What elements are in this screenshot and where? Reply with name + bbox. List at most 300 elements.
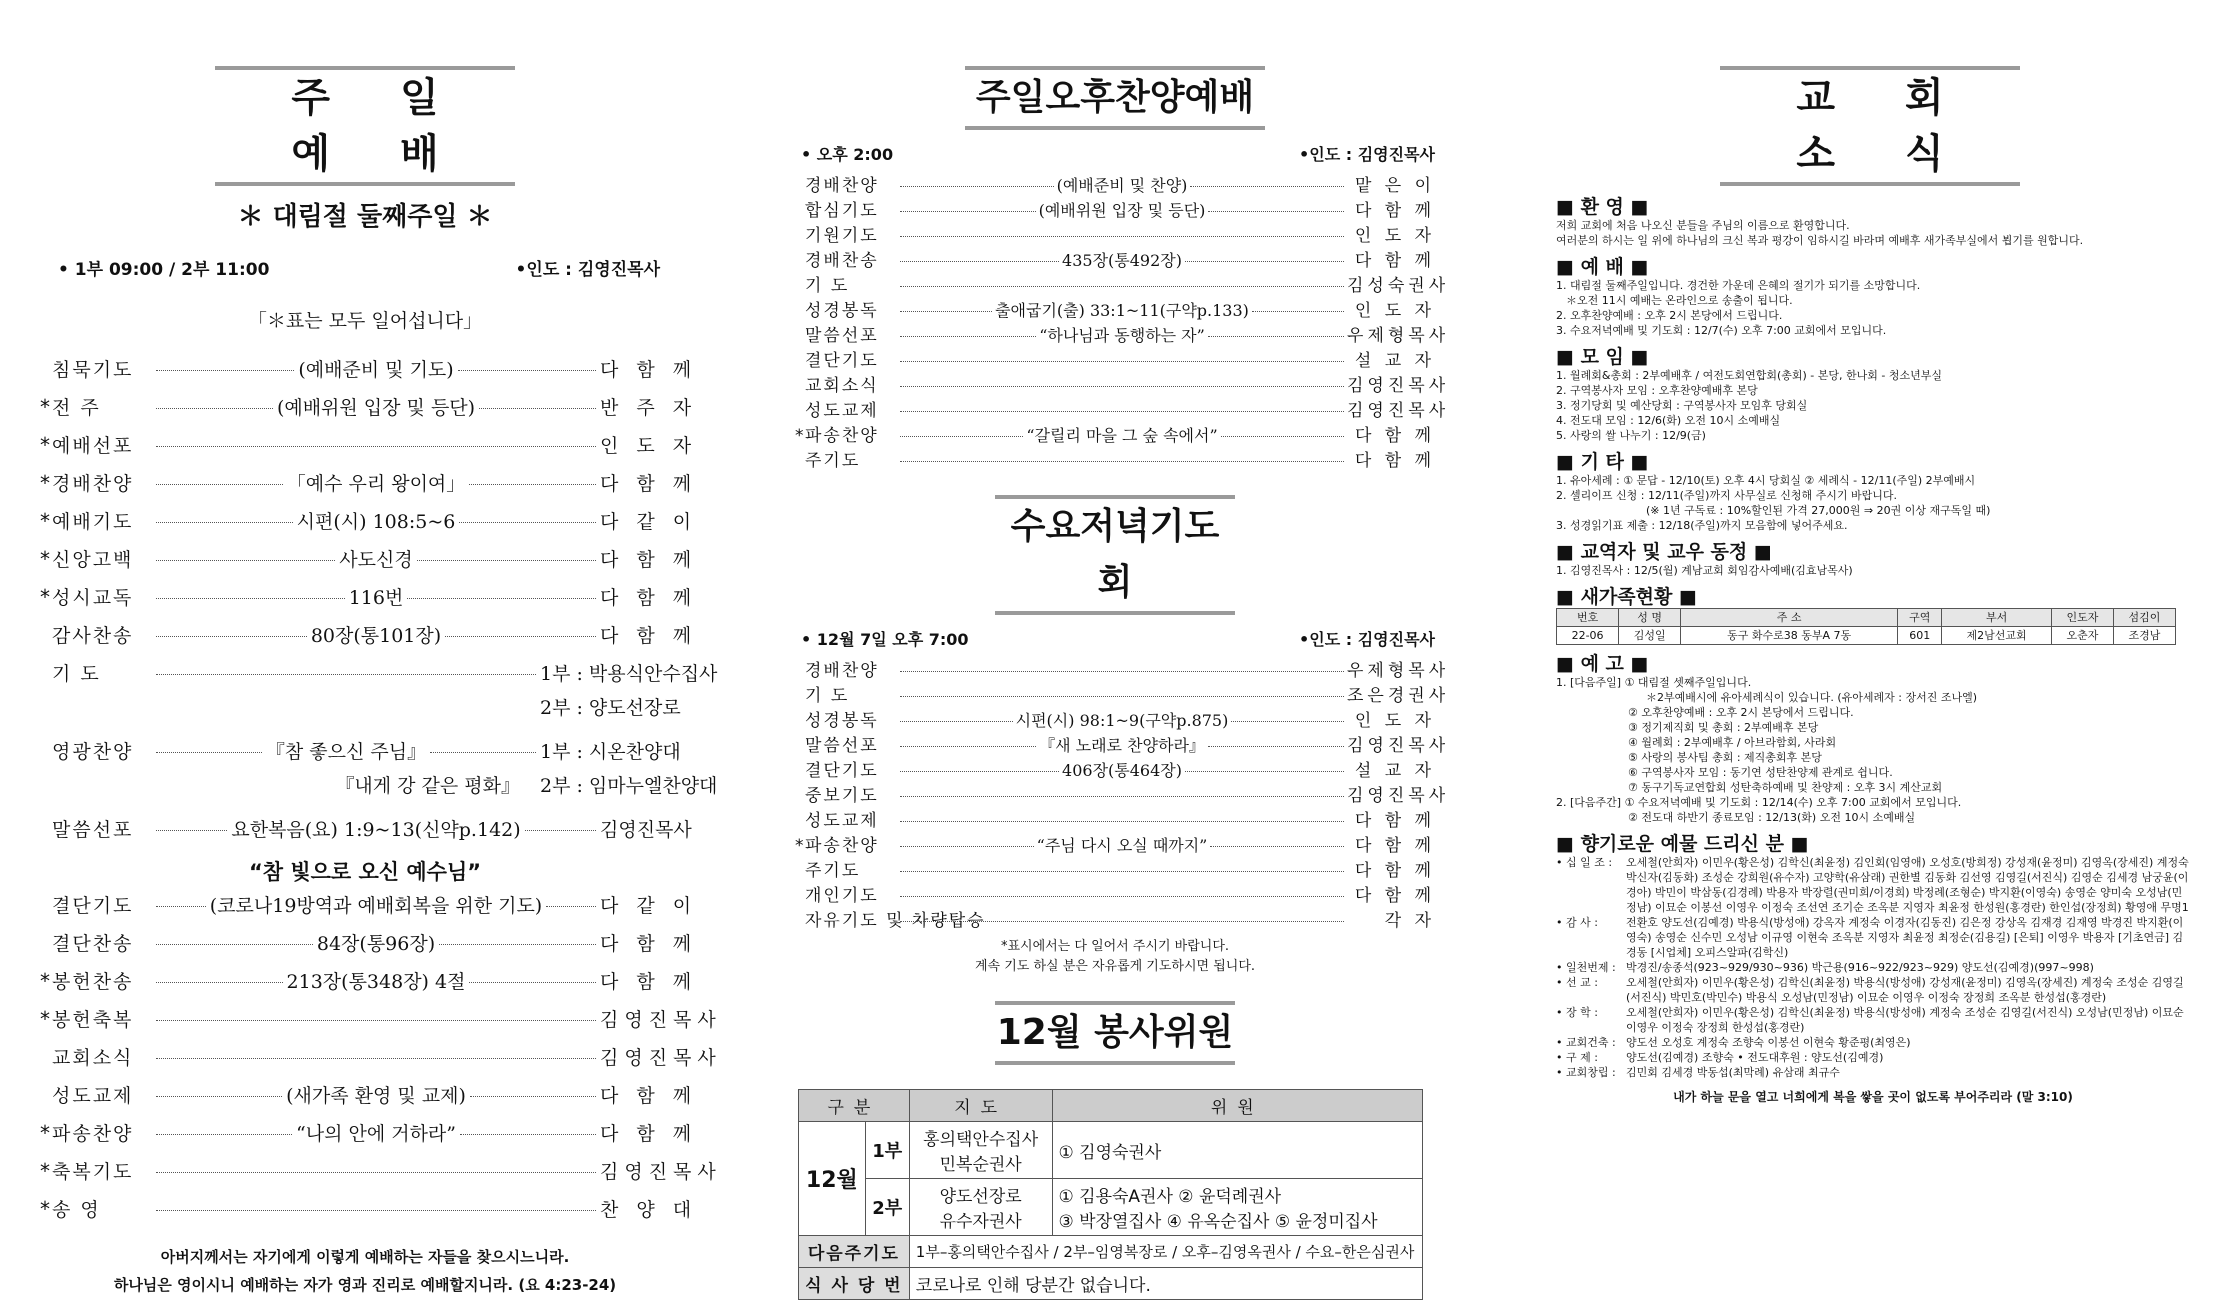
afternoon-time: • 오후 2:00 [801, 145, 894, 164]
service-meta [58, 255, 660, 280]
order-item-person: 김영진목사 [1347, 376, 1450, 396]
afternoon-worship-title: 주일오후찬양예배 [975, 77, 1255, 118]
advent-subtitle: ＊ 대림절 둘째주일 ＊ [237, 202, 493, 232]
order-item-name: 성도교제 [805, 811, 879, 831]
month-cell: 12월 [799, 1122, 866, 1236]
dot-leader [156, 370, 294, 371]
dot-leader [479, 408, 596, 409]
order-item-person: 다 함 께 [1354, 861, 1435, 881]
order-item-name: 주기도 [805, 451, 861, 471]
volunteers-table [798, 1089, 1423, 1300]
order-item-person: 다 같 이 [600, 511, 698, 533]
order-row [795, 706, 1435, 731]
dot-leader [900, 461, 1344, 462]
order-row [795, 221, 1435, 246]
order-row [795, 396, 1450, 421]
order-row [40, 1157, 722, 1195]
dot-leader [546, 906, 596, 907]
order-item-name: 신앙고백 [52, 549, 134, 571]
order-item-person: 김영진목사 [1347, 786, 1450, 806]
dot-leader [469, 484, 596, 485]
order-item-person: 다 함 께 [600, 625, 698, 647]
dot-leader [900, 261, 1059, 262]
order-item-name: 자유기도 및 차량탑승 [805, 911, 986, 931]
order-item-name: 송 영 [52, 1199, 101, 1221]
news-line: 여러분의 하시는 일 위에 하나님의 크신 복과 평강이 임하시길 바라며 예배후 새가족부실에서 뵙기를 원합니다. [1556, 234, 2084, 247]
dot-leader [156, 522, 293, 523]
table-row [799, 1179, 1423, 1236]
order-row [795, 296, 1435, 321]
order-item-name: 결단찬송 [52, 933, 134, 955]
wednesday-prayer-title: 수요저녁기도회 [1010, 506, 1220, 603]
order-item-person: 다 같 이 [600, 895, 698, 917]
order-item-detail: 『새 노래로 찬양하라』 [1039, 736, 1205, 755]
dot-leader [1190, 186, 1344, 187]
order-item-detail: 「예수 우리 왕이여」 [286, 473, 466, 495]
dot-leader [469, 982, 596, 983]
wednesday-time: • 12월 7일 오후 7:00 [801, 630, 969, 649]
news-line: ＊2부예배시에 유아세례식이 있습니다. (유아세례자 : 장서진 조나엘) [1646, 691, 1978, 704]
order-item-name: 예배선포 [52, 435, 134, 457]
sermon-title: “참 빛으로 오신 예수님” [248, 860, 482, 884]
dot-leader [417, 560, 596, 561]
header-leader: 지도 [909, 1090, 1052, 1122]
order-item-detail: (예배위원 입장 및 등단) [276, 397, 476, 419]
prayer-row [40, 659, 718, 693]
dot-leader [525, 830, 596, 831]
order-item-name: 기 도 [805, 686, 850, 706]
order-item-name: 말씀선포 [805, 326, 879, 346]
order-row [40, 545, 698, 583]
dot-leader [458, 370, 596, 371]
note-line-1: *표시에서는 다 일어서 주시기 바랍니다. [1000, 939, 1230, 954]
order-item-person: 다 함 께 [1354, 886, 1435, 906]
offering-item [1556, 1005, 2190, 1035]
new-family-heading: ■ 새가족현황 ■ [1556, 586, 1697, 608]
news-line: 1. 대림절 둘째주일입니다. 경건한 가운데 은혜의 절기가 되기를 소망합니다. [1556, 279, 1921, 292]
offering-item [1556, 975, 2190, 1005]
order-item-detail: 80장(통101장) [310, 625, 442, 647]
order-row [795, 906, 1435, 931]
order-item-detail: (새가족 환영 및 교제) [286, 1085, 466, 1107]
order-row [795, 196, 1435, 221]
sunday-worship-banner [215, 66, 515, 186]
order-row [40, 1043, 722, 1081]
news-body [1550, 196, 2190, 1105]
service-time: • 1부 09:00 / 2부 11:00 [58, 260, 270, 280]
news-line: (※ 1년 구독료 : 10%할인된 가격 27,000원 ⇒ 20권 이상 재구독일 때) [1646, 504, 1991, 517]
order-row [40, 891, 698, 929]
dot-leader [900, 236, 1344, 237]
news-line: 3. 수요저녁예배 및 기도회 : 12/7(수) 오후 7:00 교회에서 모입니다. [1556, 324, 1887, 337]
order-item-name: 개인기도 [805, 886, 879, 906]
order-item-person: 김영진목사 [1347, 401, 1450, 421]
dot-leader [439, 944, 596, 945]
dot-leader [900, 896, 1344, 897]
service-leader: •인도 : 김영진목사 [515, 260, 660, 280]
offering-item [1556, 960, 2190, 975]
banner-bottom-rule [215, 182, 515, 186]
dot-leader [156, 1096, 282, 1097]
order-item-name: 전 주 [52, 397, 101, 419]
offering-names: 양도선 오성호 계정숙 조향숙 이봉선 이현숙 황준평(최영은) [1626, 1036, 1911, 1049]
leader-cell: 홍의택안수집사 민복순권사 [909, 1122, 1052, 1179]
order-item-detail: “하나님과 동행하는 자” [1039, 326, 1205, 345]
order-row [795, 171, 1435, 196]
order-item-person: 김성숙권사 [1347, 276, 1450, 296]
dot-leader [1210, 846, 1344, 847]
dot-leader [1208, 336, 1344, 337]
church-news-banner [1720, 66, 2020, 186]
order-of-service-2 [40, 891, 722, 1233]
news-line: ② 전도대 하반기 종료모임 : 12/13(화) 오전 10시 소예배실 [1628, 811, 1916, 824]
members-cell: ① 김용숙A권사 ② 윤덕례권사 ③ 박장열집사 ④ 유옥순집사 ⑤ 윤정미집사 [1052, 1179, 1422, 1236]
order-row [795, 756, 1435, 781]
part-cell: 1부 [865, 1122, 909, 1179]
offering-category: • 일천번제 : [1556, 961, 1616, 974]
dot-leader [156, 752, 262, 753]
order-item-name: 경배찬양 [805, 176, 879, 196]
dot-leader [156, 446, 596, 447]
stand-marker: * [795, 836, 804, 856]
order-row [40, 1195, 698, 1233]
order-row [40, 1005, 722, 1043]
wednesday-order [795, 656, 1450, 931]
order-item-name: 경배찬송 [805, 251, 879, 271]
dot-leader [156, 1020, 596, 1021]
order-of-service [40, 355, 698, 659]
order-row [40, 621, 698, 659]
order-item-person: 설 교 자 [1354, 351, 1435, 371]
glory-choir-2: 2부 : 임마누엘찬양대 [540, 775, 718, 797]
order-item-name: 결단기도 [805, 351, 879, 371]
order-row [795, 271, 1450, 296]
prayer-part1: 1부 : 박용식안수집사 [540, 663, 718, 685]
dot-leader [900, 771, 1059, 772]
worship-heading: ■ 예 배 ■ [1556, 256, 1649, 278]
news-line: 3. 성경읽기표 제출 : 12/18(주일)까지 모음함에 넣어주세요. [1556, 519, 1848, 532]
dot-leader [1208, 211, 1344, 212]
order-item-person: 다 함 께 [600, 933, 698, 955]
offering-category: • 십 일 조 : [1556, 856, 1613, 869]
order-item-detail: 시편(시) 108:5~6 [296, 511, 456, 533]
order-item-detail: “갈릴리 마을 그 숲 속에서” [1026, 426, 1218, 445]
news-line: 4. 전도대 모임 : 12/6(화) 오전 10시 소예배실 [1556, 414, 1781, 427]
header-division: 구분 [799, 1090, 910, 1122]
offering-category: • 선 교 : [1556, 976, 1598, 989]
dot-leader [900, 746, 1036, 747]
order-item-person: 다 함 께 [600, 587, 698, 609]
order-row [795, 421, 1435, 446]
order-item-person: 김영진목사 [600, 1009, 722, 1031]
order-item-person: 다 함 께 [600, 549, 698, 571]
order-item-name: 기 도 [52, 663, 101, 685]
order-item-person: 찬 양 대 [600, 1199, 698, 1221]
order-item-name: 성경봉독 [805, 711, 879, 731]
dot-leader [1221, 436, 1344, 437]
stand-marker: * [40, 471, 50, 495]
order-item-detail: 사도신경 [339, 549, 413, 571]
closing-verse: 내가 하늘 문을 열고 너희에게 복을 쌓을 곳이 없도록 부어주리라 (말 3:10) [1673, 1090, 2073, 1104]
wednesday-leader: •인도 : 김영진목사 [1299, 630, 1435, 649]
news-line: ② 오후찬양예배 : 오후 2시 본당에서 드립니다. [1628, 706, 1854, 719]
stand-marker: * [40, 509, 50, 533]
next-week-prayer-value: 1부–홍의택안수집사 / 2부–임영복장로 / 오후–김영옥권사 / 수요–한은심권사 [909, 1236, 1422, 1268]
order-item-person: 우제형목사 [1347, 326, 1450, 346]
order-item-person: 인 도 자 [1354, 711, 1435, 731]
stand-marker: * [40, 585, 50, 609]
order-row [795, 781, 1450, 806]
news-line: ③ 정기제직회 및 총회 : 2부예배후 본당 [1628, 721, 1819, 734]
notice-heading: ■ 예 고 ■ [1556, 653, 1649, 675]
order-item-person: 김영진목사 [1347, 736, 1450, 756]
order-item-name: 중보기도 [805, 786, 879, 806]
wednesday-prayer-banner [995, 495, 1235, 615]
offering-category: • 장 학 : [1556, 1006, 1598, 1019]
news-line: 1. [다음주일] ① 대림절 셋째주일입니다. [1556, 676, 1752, 689]
meal-duty-value: 코로나로 인해 당분간 없습니다. [909, 1268, 1422, 1300]
order-item-detail: (코로나19방역과 예배회복을 위한 기도) [209, 895, 543, 917]
order-item-detail: “나의 안에 거하라” [296, 1123, 456, 1145]
dot-leader [900, 411, 1344, 412]
dot-leader [156, 636, 307, 637]
glory-song-1: 『참 좋으신 주님』 [265, 741, 427, 763]
offering-category: • 교회창립 : [1556, 1066, 1616, 1079]
order-item-name: 봉헌축복 [52, 1009, 134, 1031]
order-row [40, 583, 698, 621]
dot-leader [900, 336, 1036, 337]
dot-leader [900, 871, 1344, 872]
order-item-name: 기 도 [805, 276, 850, 296]
order-row [795, 346, 1435, 371]
order-item-name: 성도교제 [52, 1085, 134, 1107]
meeting-heading: ■ 모 임 ■ [1556, 346, 1649, 368]
stand-marker: * [40, 1121, 50, 1145]
offering-names: 오세철(안희자) 이민우(황은성) 김학신(최윤정) 박용식(방성애) 강성재(윤정미) 김영옥(장세진) 계정숙 조성순 김영길(서진식) 박민호(박민수) 박용식 오성남(민정남) 이묘순 이영우 이정숙 장정희 조옥분 한성섭(홍경란) [1626, 976, 2184, 1004]
order-row [795, 881, 1435, 906]
leader-cell: 양도선장로 유수자권사 [909, 1179, 1052, 1236]
news-line: 1. 유아세례 : ① 문답 - 12/10(토) 오후 4시 당회실 ② 세례식 - 12/11(주일) 2부예배시 [1556, 474, 1976, 487]
order-item-person: 다 함 께 [1354, 251, 1435, 271]
order-item-name: 파송찬양 [805, 836, 879, 856]
stand-marker: * [795, 426, 804, 446]
verse-line-2: 하나님은 영이시니 예배하는 자가 영과 진리로 예배할지니라. (요 4:23-24) [113, 1276, 617, 1294]
afternoon-worship-column [795, 0, 1450, 1296]
members-cell: ① 김영숙권사 [1052, 1122, 1422, 1179]
dot-leader [156, 1058, 596, 1059]
news-line: 2. [다음주간] ① 수요저녁예배 및 기도회 : 12/14(수) 오후 7:00 교회에서 모입니다. [1556, 796, 1962, 809]
dot-leader [900, 821, 1344, 822]
order-row [795, 371, 1450, 396]
order-row [40, 393, 698, 431]
table-row: 22-06 김성일 동구 화수로38 동부A 7동 601 제2남선교회 오춘자 조경남 [1557, 627, 2176, 645]
stand-marker: * [40, 1159, 50, 1183]
offering-item [1556, 1050, 2190, 1065]
news-line: ⑦ 동구기독교연합회 성탄축하예배 및 찬양제 : 오후 3시 계산교회 [1628, 781, 1943, 794]
order-item-person: 조은경권사 [1347, 686, 1450, 706]
order-row [40, 469, 698, 507]
dot-leader [900, 311, 992, 312]
order-item-detail: 시편(시) 98:1~9(구약p.875) [1015, 711, 1229, 730]
dot-leader [430, 752, 536, 753]
order-row [795, 806, 1435, 831]
order-item-name: 말씀선포 [52, 819, 134, 841]
news-line: 2. 구역봉사자 모임 : 오후찬양예배후 본당 [1556, 384, 1758, 397]
dot-leader [156, 408, 273, 409]
stand-marker: * [40, 969, 50, 993]
table-row [799, 1122, 1423, 1179]
afternoon-order [795, 171, 1450, 471]
order-row [40, 929, 698, 967]
offering-category: • 구 제 : [1556, 1051, 1598, 1064]
offering-category: • 교회건축 : [1556, 1036, 1616, 1049]
order-item-detail: 116번 [348, 587, 404, 609]
prayer-part2: 2부 : 양도선장로 [540, 697, 681, 719]
order-item-person: 다 함 께 [1354, 811, 1435, 831]
prayer-row-2 [40, 693, 690, 737]
order-item-person: 다 함 께 [600, 1085, 698, 1107]
dot-leader [460, 1134, 596, 1135]
news-line: 3. 정기당회 및 예산당회 : 구역봉사자 모임후 당회실 [1556, 399, 1808, 412]
order-item-person: 설 교 자 [1354, 761, 1435, 781]
order-row [795, 681, 1450, 706]
order-row [795, 246, 1435, 271]
stand-marker: * [40, 1197, 50, 1221]
order-item-person: 다 함 께 [600, 359, 698, 381]
dot-leader [900, 921, 1344, 922]
dot-leader [900, 671, 1344, 672]
offerings-heading: ■ 향기로운 예물 드리신 분 ■ [1556, 833, 1809, 855]
order-item-name: 감사찬송 [52, 625, 134, 647]
stand-note: 「＊표는 모두 일어섭니다」 [247, 310, 483, 332]
order-item-person: 다 함 께 [1354, 836, 1436, 856]
dot-leader [900, 436, 1023, 437]
order-item-name: 결단기도 [805, 761, 879, 781]
sermon-scripture: 요한복음(요) 1:9~13(신약p.142) [231, 819, 521, 841]
order-item-person: 맡 은 이 [1354, 176, 1436, 196]
order-item-name: 경배찬양 [805, 661, 879, 681]
dot-leader [156, 484, 283, 485]
order-row [795, 731, 1450, 756]
dot-leader [156, 674, 536, 675]
etc-heading: ■ 기 타 ■ [1556, 451, 1649, 473]
dot-leader [900, 796, 1344, 797]
order-item-detail: 213장(통348장) 4절 [286, 971, 466, 993]
church-news-title: 교 회 소 식 [1796, 75, 1972, 177]
offering-names: 박경진/송종석(923~929/930~936) 박근용(916~922/923~929) 양도선(김예경)(997~998) [1626, 961, 2094, 974]
order-item-person: 다 함 께 [600, 971, 698, 993]
order-item-detail: “주님 다시 오실 때까지” [1036, 836, 1208, 855]
dot-leader [156, 1210, 596, 1211]
verse-line-1: 아버지께서는 자기에게 이렇게 예배하는 자들을 찾으시느니라. [160, 1248, 570, 1266]
offering-item [1556, 915, 2190, 960]
order-row [795, 446, 1435, 471]
dot-leader [156, 1172, 596, 1173]
order-item-detail: 출애굽기(출) 33:1~11(구약p.133) [995, 301, 1249, 320]
order-item-name: 말씀선포 [805, 736, 879, 756]
order-item-name: 축복기도 [52, 1161, 134, 1183]
news-line: 5. 사랑의 쌀 나누기 : 12/9(금) [1556, 429, 1706, 442]
offering-names: 양도선(김예경) 조향숙 • 전도대후원 : 양도선(김예경) [1626, 1051, 1884, 1064]
dot-leader [900, 286, 1344, 287]
next-week-prayer-label: 다음주기도 [799, 1236, 910, 1268]
dot-leader [407, 598, 596, 599]
offering-item [1556, 855, 2190, 915]
dot-leader [1252, 311, 1344, 312]
order-item-person: 인 도 자 [1354, 226, 1435, 246]
order-item-detail: (예배준비 및 기도) [298, 359, 454, 381]
order-item-detail: 435장(통492장) [1062, 251, 1182, 270]
order-item-person: 각 자 [1384, 911, 1435, 931]
afternoon-worship-banner [965, 66, 1265, 130]
order-row [40, 431, 698, 469]
order-item-detail: (예배위원 입장 및 등단) [1038, 201, 1206, 220]
order-item-name: 예배기도 [52, 511, 134, 533]
order-item-name: 봉헌찬송 [52, 971, 134, 993]
order-row [795, 656, 1450, 681]
offering-names: 김민회 김세경 박동섭(최막례) 유삼래 최규수 [1626, 1066, 1840, 1079]
order-row [40, 507, 698, 545]
offering-names: 오세철(안희자) 이민우(황은성) 김학신(최윤정) 김인회(임영애) 오성호(방희정) 강성재(윤정미) 김영옥(장세진) 계정숙 박신자(김동화) 조성순 강희원(유수자) 고양학(유삼래) 권한별 김동화 김선영 김영길(서진식) 김영순 김세경 남궁윤(이경아) 박민이 박삼동(김경례) 박용자 박장렬(권미희/이경희) 박정례(조형순) 박지환(이영숙) 송영순 양미숙 오성남(민정남) 이묘순 이봉선 이영우 이정숙 조선연 조기순 조옥분 지영자 최윤정 한성원(홍경란) 한인섭(장정희) 황영애 무명1 [1626, 856, 2189, 914]
table-header-row [799, 1090, 1423, 1122]
stand-marker: * [40, 433, 50, 457]
news-line: ⑥ 구역봉사자 모임 : 동기연 성탄찬양제 관계로 쉽니다. [1628, 766, 1893, 779]
header-members: 위원 [1052, 1090, 1422, 1122]
dot-leader [900, 186, 1054, 187]
offering-category: • 감 사 : [1556, 916, 1598, 929]
glory-song-2: 『내게 강 같은 평화』 [335, 775, 520, 797]
dot-leader [156, 830, 227, 831]
order-row [40, 355, 698, 393]
glory-choir-1: 1부 : 시온찬양대 [540, 741, 681, 763]
news-line: ⑤ 사랑의 봉사팀 총회 : 제직총회후 본당 [1628, 751, 1822, 764]
order-item-name: 성도교제 [805, 401, 879, 421]
sunday-worship-column [40, 0, 722, 1294]
dot-leader [470, 1096, 596, 1097]
order-item-person: 다 함 께 [1354, 201, 1436, 221]
dot-leader [445, 636, 596, 637]
dot-leader [1208, 746, 1344, 747]
order-item-detail: 406장(통464장) [1062, 761, 1182, 780]
order-item-person: 다 함 께 [1354, 426, 1436, 446]
glory-row-2 [40, 771, 718, 815]
stand-marker: * [40, 547, 50, 571]
dot-leader [156, 598, 345, 599]
order-item-name: 경배찬양 [52, 473, 134, 495]
dot-leader [156, 560, 335, 561]
afternoon-leader: •인도 : 김영진목사 [1299, 145, 1435, 164]
order-item-name: 합심기도 [805, 201, 879, 221]
welcome-heading: ■ 환 영 ■ [1556, 196, 1649, 218]
order-row [40, 1119, 698, 1157]
december-volunteers-title: 12월 봉사위원 [996, 1012, 1234, 1053]
order-item-detail: 84장(통96장) [316, 933, 436, 955]
offering-names: 전환호 양도선(김예경) 박용식(방성애) 강옥자 계정숙 이경자(김동진) 김은정 강상옥 김재경 김재영 박경진 박지환(이영숙) 송영순 신수민 오성남 이규영 이현숙 조옥분 지영자 최윤정 최정순(김용길) [은퇴] 이영우 박용자 [기초연금] 김경동 [시업체] 오피스알파(김학신) [1626, 916, 2184, 959]
offering-names: 오세철(안희자) 이민우(황은성) 김학신(최윤정) 박용식(방성애) 계정숙 조성순 김영길(서진식) 오성남(민정남) 이묘순 이영우 이정숙 장정희 한성섭(홍경란) [1626, 1006, 2184, 1034]
table-header-row: 번호 성 명 주 소 구역 부서 인도자 섬김이 [1557, 609, 2176, 627]
order-item-name: 성경봉독 [805, 301, 879, 321]
dot-leader [156, 906, 206, 907]
stand-marker: * [40, 1007, 50, 1031]
dot-leader [900, 211, 1036, 212]
table-row [799, 1268, 1423, 1300]
dot-leader [900, 721, 1013, 722]
meal-duty-label: 식 사 당 번 [799, 1268, 910, 1300]
dot-leader [900, 386, 1344, 387]
offering-item [1556, 1065, 2190, 1080]
dot-leader [156, 944, 313, 945]
order-item-detail: (예배준비 및 찬양) [1056, 176, 1188, 195]
